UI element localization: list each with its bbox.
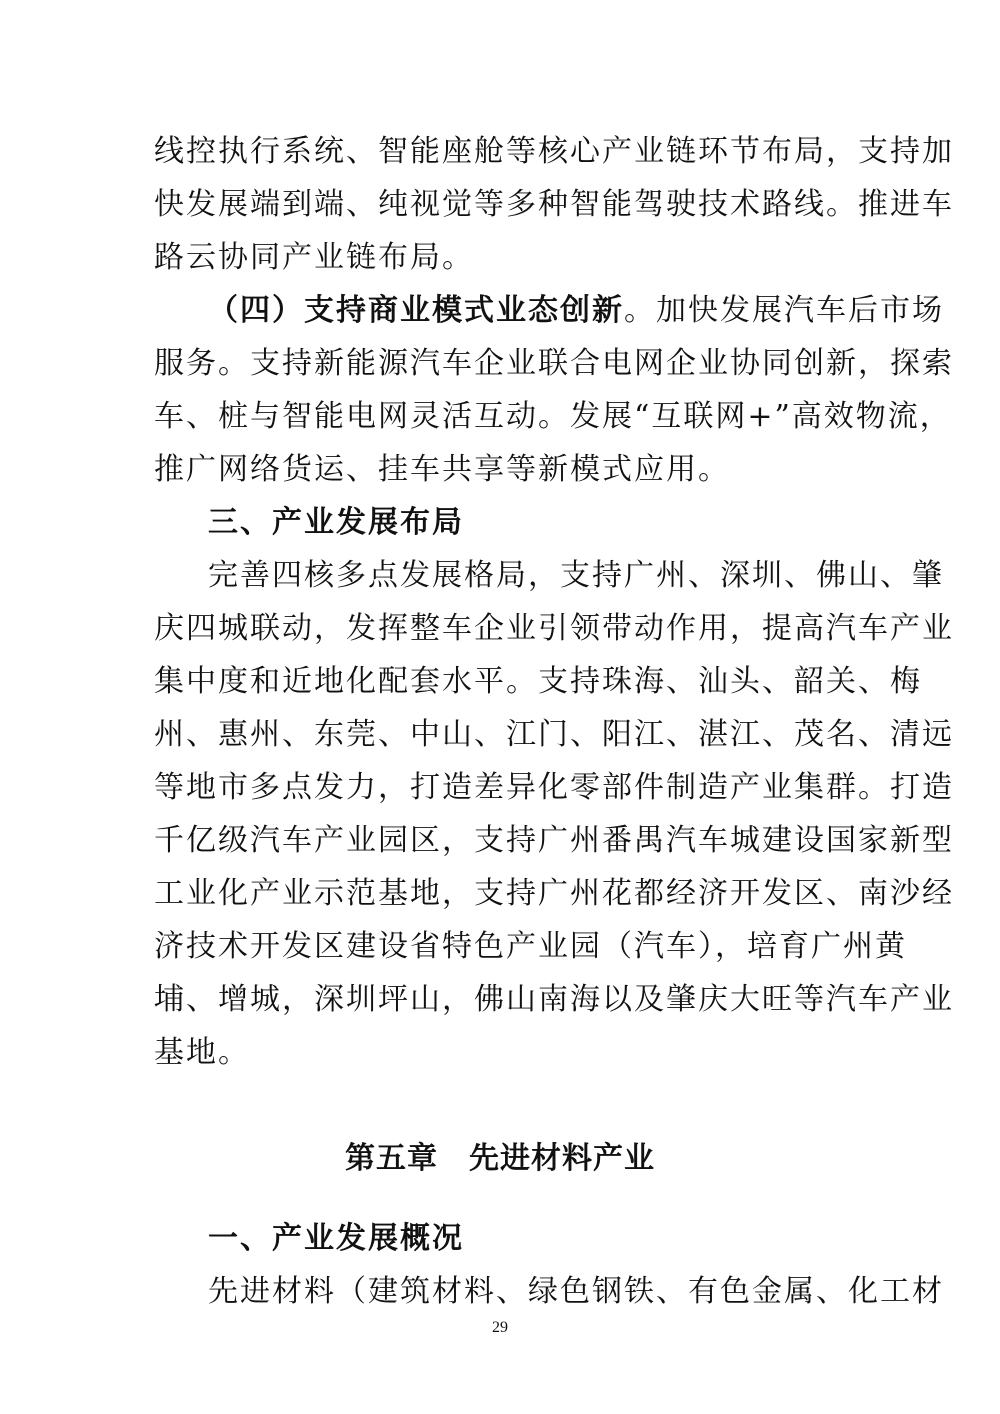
subsection-lead: （四）支持商业模式业态创新 (208, 293, 624, 328)
paragraph-line (208, 286, 944, 336)
paragraph-line: 埔、增城，深圳坪山，佛山南海以及肇庆大旺等汽车产业 (154, 982, 954, 1017)
section-heading: 一、产业发展概况 (208, 1221, 464, 1256)
paragraph-line: 济技术开发区建设省特色产业园（汽车），培育广州黄 (154, 929, 907, 964)
paragraph-line: 基地。 (154, 1035, 250, 1070)
paragraph-line: 集中度和近地化配套水平。支持珠海、汕头、韶关、梅 (154, 664, 922, 699)
paragraph-line: 服务。支持新能源汽车企业联合电网企业协同创新，探索 (154, 346, 954, 381)
chapter-title: 第五章 先进材料产业 (345, 1141, 655, 1176)
paragraph-line: 车、桩与智能电网灵活互动。发展“互联网+”高效物流， (154, 399, 952, 434)
paragraph-line: 工业化产业示范基地，支持广州花都经济开发区、南沙经 (154, 876, 954, 911)
paragraph-line: 千亿级汽车产业园区，支持广州番禺汽车城建设国家新型 (154, 823, 954, 858)
paragraph-line: 路云协同产业链布局。 (154, 240, 474, 275)
paragraph-line: 州、惠州、东莞、中山、江门、阳江、湛江、茂名、清远 (154, 717, 954, 752)
paragraph-line: 快发展端到端、纯视觉等多种智能驾驶技术路线。推进车 (154, 187, 954, 222)
paragraph-line: 完善四核多点发展格局，支持广州、深圳、佛山、肇 (208, 558, 944, 593)
paragraph-line: 推广网络货运、挂车共享等新模式应用。 (154, 452, 730, 487)
section-heading: 三、产业发展布局 (208, 505, 464, 540)
paragraph-text: 。加快发展汽车后市场 (624, 293, 944, 328)
paragraph-line: 先进材料（建筑材料、绿色钢铁、有色金属、化工材 (208, 1274, 944, 1309)
paragraph-line: 庆四城联动，发挥整车企业引领带动作用，提高汽车产业 (154, 611, 954, 646)
paragraph-line: 等地市多点发力，打造差异化零部件制造产业集群。打造 (154, 770, 954, 805)
page-number: 29 (492, 1319, 508, 1336)
paragraph-line: 线控执行系统、智能座舱等核心产业链环节布局，支持加 (154, 134, 954, 169)
